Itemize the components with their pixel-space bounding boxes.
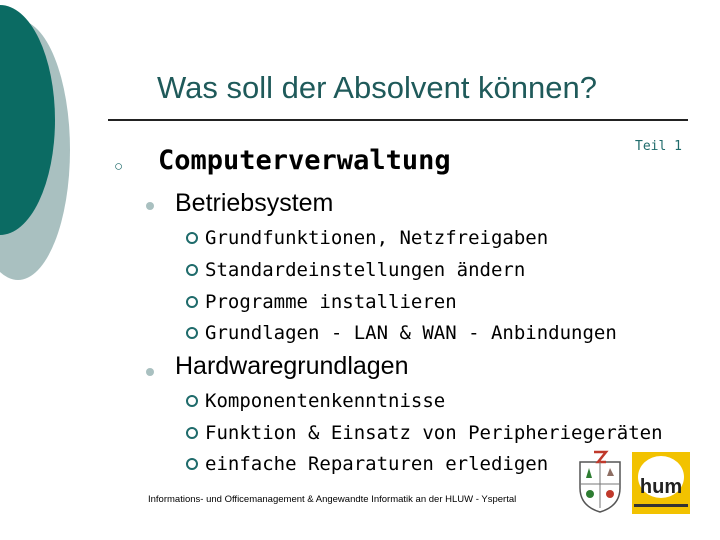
part-label: Teil 1 — [635, 139, 682, 154]
title-divider — [108, 119, 688, 121]
decorative-background-shapes — [0, 0, 120, 300]
bullet-ring-icon — [186, 395, 198, 407]
bullet-ring-icon — [186, 427, 198, 439]
list-item — [186, 390, 445, 412]
slide-title: Was soll der Absolvent können? — [157, 70, 597, 105]
bullet-ring-icon — [186, 264, 198, 276]
bullet-ring-icon — [186, 458, 198, 470]
list-item-label: Standardeinstellungen ändern — [205, 259, 526, 281]
list-item — [186, 422, 663, 444]
bullet-dot-icon — [146, 202, 154, 210]
list-item-label: Funktion & Einsatz von Peripheriegeräten — [205, 422, 663, 444]
list-item — [186, 227, 548, 249]
logo-tagline-bar — [634, 504, 688, 507]
section-heading-betriebsystem: Betriebsystem — [175, 189, 334, 217]
list-item — [186, 322, 617, 344]
section-heading-hardwaregrundlagen: Hardwaregrundlagen — [175, 352, 409, 380]
list-item-label: Grundlagen - LAN & WAN - Anbindungen — [205, 322, 617, 344]
hum-logo-text: hum — [639, 476, 683, 498]
school-crest-logo — [574, 448, 626, 516]
bullet-ring-icon — [186, 232, 198, 244]
hum-logo — [632, 452, 690, 514]
level1-heading: Computerverwaltung — [158, 145, 451, 176]
list-item-label: einfache Reparaturen erledigen — [205, 453, 549, 475]
list-item-label: Programme installieren — [205, 291, 457, 313]
list-item — [186, 291, 457, 313]
bullet-ring-icon — [186, 296, 198, 308]
list-item-label: Komponentenkenntnisse — [205, 390, 446, 412]
bullet-ring-icon: ○ — [114, 158, 124, 175]
list-item-label: Grundfunktionen, Netzfreigaben — [205, 227, 549, 249]
footer-text: Informations- und Officemanagement & Angewandte Informatik an der HLUW - Yspertal — [148, 494, 517, 505]
list-item — [186, 259, 525, 281]
list-item — [186, 453, 548, 475]
bullet-ring-icon — [186, 327, 198, 339]
bullet-dot-icon — [146, 368, 154, 376]
